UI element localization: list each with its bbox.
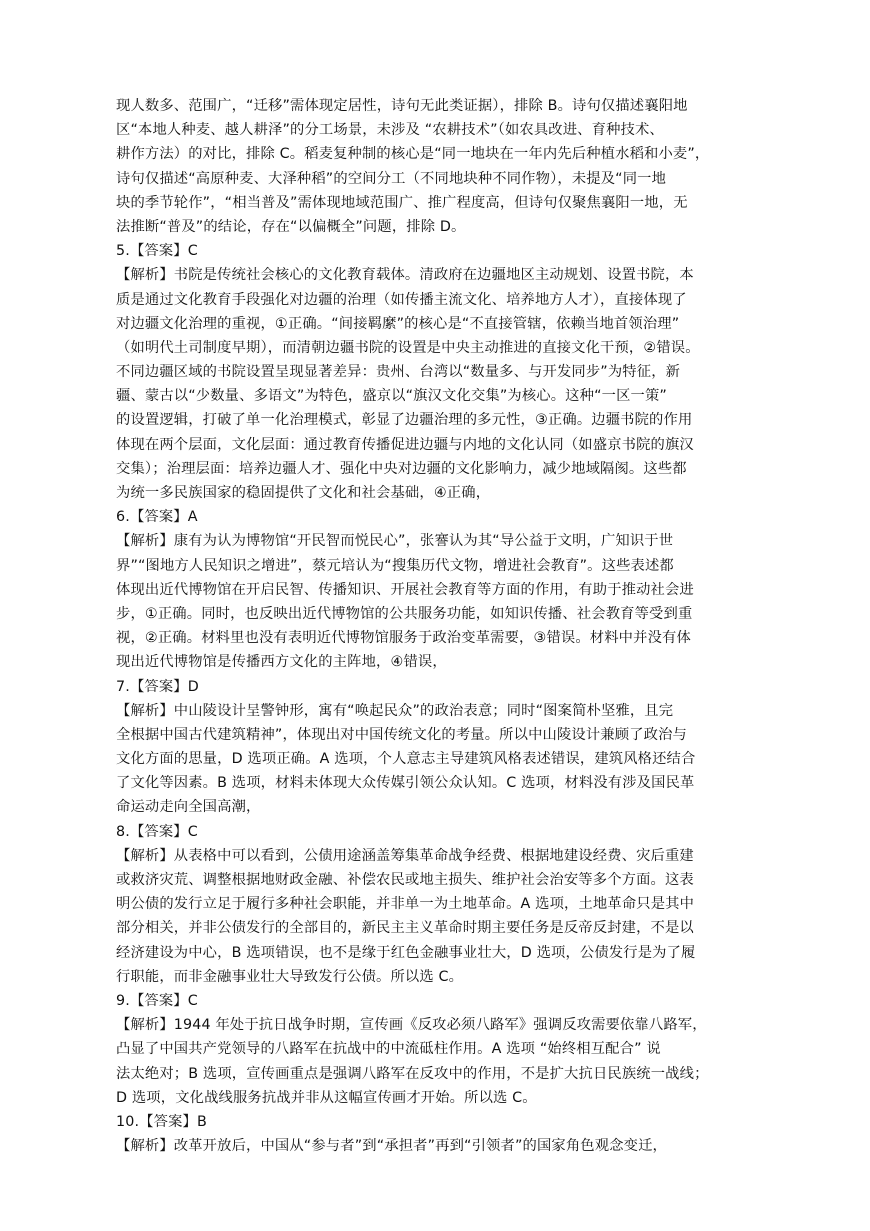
text-line: 疆、蒙古以“少数量、多语文”为特色，盛京以“旗汉文化交集”为核心。这种“一区一策” bbox=[116, 388, 667, 405]
text-line: 现人数多、范围广，“迁移”需体现定居性，诗句无此类证据），排除 B。诗句仅描述襄阳地 bbox=[116, 98, 688, 114]
text-line: 块的季节轮作”，“相当普及”需体现地域范围广、推广程度高，但诗句仅聚焦襄阳一地，无 bbox=[116, 194, 688, 211]
text-line: 耕作方法）的对比，排除 C。稻麦复种制的核心是“同一地块在一年内先后种植水稻和小麦”， bbox=[116, 146, 710, 163]
answer-heading: 8.【答案】C bbox=[116, 823, 198, 840]
text-line: 部分相关，并非公债发行的全部目的，新民主主义革命时期主要任务是反帝反封建，不是以 bbox=[116, 920, 694, 937]
text-line: 明公债的发行立足于履行多种社会职能，并非单一为土地革命。A 选项，土地革命只是其中 bbox=[116, 896, 695, 913]
text-line: 对边疆文化治理的重视，①正确。“间接羁縻”的核心是“不直接管辖，依赖当地首领治理” bbox=[116, 315, 680, 332]
text-line: 【解析】中山陵设计呈警钟形，寓有“唤起民众”的政治表意；同时“图案简朴坚雅，且完 bbox=[116, 702, 674, 719]
answer-heading: 5.【答案】C bbox=[116, 243, 198, 260]
text-line: 界”“图地方人民知识之增进”，蔡元培认为“搜集历代文物，增进社会教育”。这些表述都 bbox=[116, 557, 674, 574]
text-line: 凸显了中国共产党领导的八路军在抗战中的中流砥柱作用。A 选项 “始终相互配合” 说 bbox=[116, 1041, 661, 1058]
text-line: 【解析】书院是传统社会核心的文化教育载体。清政府在边疆地区主动规划、设置书院，本 bbox=[116, 267, 694, 284]
text-line: 文化方面的思量，D 选项正确。A 选项，个人意志主导建筑风格表述错误，建筑风格还结合 bbox=[116, 751, 696, 768]
text-line: 或救济灾荒、调整根据地财政金融、补偿农民或地主损失、维护社会治安等多个方面。这表 bbox=[116, 872, 694, 888]
text-line: 行职能，而非金融事业壮大导致发行公债。所以选 C。 bbox=[116, 968, 464, 985]
text-line: 经济建设为中心，B 选项错误，也不是缘于红色金融事业壮大，D 选项，公债发行是为了履 bbox=[116, 944, 696, 961]
answer-heading: 10.【答案】B bbox=[116, 1113, 207, 1130]
text-line: 不同边疆区域的书院设置呈现显著差异：贵州、台湾以“数量多、与开发同步”为特征，新 bbox=[116, 364, 681, 381]
text-line: 法太绝对；B 选项，宣传画重点是强调八路军在反攻中的作用，不是扩大抗日民族统一战线； bbox=[116, 1065, 709, 1082]
text-line: 步，①正确。同时，也反映出近代博物馆的公共服务功能，如知识传播、社会教育等受到重 bbox=[116, 605, 693, 622]
answer-heading: 6.【答案】A bbox=[116, 509, 198, 526]
text-line: （如明代土司制度早期），而清朝边疆书院的设置是中央主动推进的直接文化干预，②错误。 bbox=[116, 339, 700, 356]
answer-heading: 9.【答案】C bbox=[116, 992, 198, 1009]
text-line: 【解析】改革开放后，中国从“参与者”到“承担者”再到“引领者”的国家角色观念变迁， bbox=[116, 1138, 667, 1155]
text-line: 为统一多民族国家的稳固提供了文化和社会基础，④正确， bbox=[116, 485, 491, 501]
text-line: 交集）；治理层面：培养边疆人才、强化中央对边疆的文化影响力，减少地域隔阂。这些都 bbox=[116, 460, 687, 477]
text-line: 区“本地人种麦、越人耕泽”的分工场景，未涉及 “农耕技术”（如农具改进、育种技术、 bbox=[116, 122, 664, 139]
text-line: 法推断“普及”的结论，存在“以偏概全”问题，排除 D。 bbox=[116, 218, 466, 235]
text-line: 【解析】康有为认为博物馆“开民智而悦民心”，张謇认为其“导公益于文明，广知识于世 bbox=[116, 533, 674, 550]
text-line: 体现出近代博物馆在开启民智、传播知识、开展社会教育等方面的作用，有助于推动社会进 bbox=[116, 581, 694, 598]
text-line: 【解析】从表格中可以看到，公债用途涵盖筹集革命战争经费、根据地建设经费、灾后重建 bbox=[116, 847, 694, 864]
text-line: 视，②正确。材料里也没有表明近代博物馆服务于政治变革需要，③错误。材料中并没有体 bbox=[116, 630, 691, 647]
text-line: 现出近代博物馆是传播西方文化的主阵地，④错误， bbox=[116, 654, 447, 671]
text-line: D 选项，文化战线服务抗战并非从这幅宣传画才开始。所以选 C。 bbox=[116, 1089, 537, 1106]
text-line: 体现在两个层面，文化层面：通过教育传播促进边疆与内地的文化认同（如盛京书院的旗汉 bbox=[116, 436, 694, 453]
text-line: 诗句仅描述“高原种麦、大泽种稻”的空间分工（不同地块种不同作物），未提及“同一地 bbox=[116, 170, 667, 187]
answer-heading: 7.【答案】D bbox=[116, 678, 199, 695]
text-line: 【解析】1944 年处于抗日战争时期，宣传画《反攻必须八路军》强调反攻需要依靠八路军， bbox=[116, 1017, 707, 1034]
text-line: 质是通过文化教育手段强化对边疆的治理（如传播主流文化、培养地方人才），直接体现了 bbox=[116, 291, 687, 308]
text-line: 命运动走向全国高潮， bbox=[116, 799, 261, 816]
text-line: 的设置逻辑，打破了单一化治理模式，彰显了边疆治理的多元性，③正确。边疆书院的作用 bbox=[116, 412, 693, 429]
text-line: 全根据中国古代建筑精神”，体现出对中国传统文化的考量。所以中山陵设计兼顾了政治与 bbox=[116, 726, 687, 743]
text-line: 了文化等因素。B 选项，材料未体现大众传媒引领公众认知。C 选项，材料没有涉及国民革 bbox=[116, 775, 695, 792]
document-text-body bbox=[116, 94, 756, 1158]
